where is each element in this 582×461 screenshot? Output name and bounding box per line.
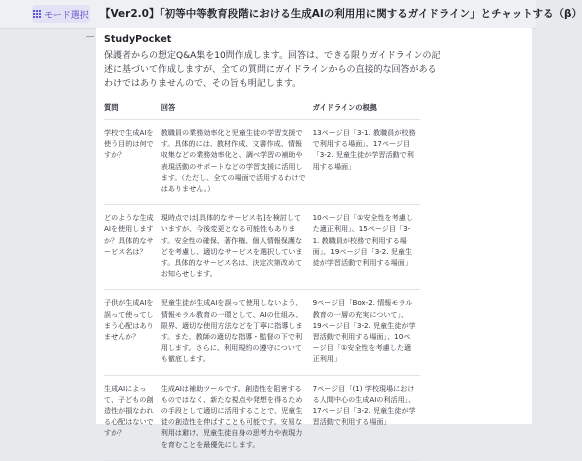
guideline-cell: 7ページ目「(1) 学校現場における人間中心の生成AIの利活用」、17ページ目「3-2. 児童生徒が学習活動で利用する場面」 bbox=[313, 375, 420, 460]
table-row bbox=[104, 375, 420, 460]
mode-select-label: モード選択 bbox=[44, 10, 89, 21]
grid-icon bbox=[33, 10, 41, 18]
qa-table bbox=[104, 99, 420, 461]
mode-select-button[interactable] bbox=[32, 5, 90, 23]
chat-message bbox=[96, 28, 532, 449]
answer-cell: 児童生徒が生成AIを誤って使用しないよう、情報モラル教育の一環として、AIの仕組み、限界、適切な使用方法などを丁寧に指導します。また、教師の適切な指導・監督の下で利用します。さらに、利用規約の遵守についても徹底します。 bbox=[161, 290, 313, 375]
answer-cell: 現時点では[具体的なサービス名]を検討していますが、今後変更となる可能性もあります。安全性の確保、著作権、個人情報保護などを考慮し、適切なサービスを選択しています。具体的なサービス名は、決定次第改めてお知らせします。 bbox=[161, 205, 313, 290]
question-cell: 生成AIによって、子どもの創造性が損なわれる心配はないですか？ bbox=[104, 375, 161, 460]
question-cell: どのような生成AIを使用しますか？具体的なサービス名は？ bbox=[104, 205, 161, 290]
header-question: 質問 bbox=[104, 99, 161, 120]
top-bar bbox=[0, 0, 582, 29]
table-row bbox=[104, 290, 420, 375]
table-row bbox=[104, 120, 420, 205]
answer-cell: 生成AIは補助ツールです。創造性を阻害するものではなく、新たな視点や発想を得るための手段として適切に活用することで、児童生徒の創造性を伸ばすことも可能です。安易な利用は避け、児童生徒自身の思考力や表現力を育むことを最優先にします。 bbox=[161, 375, 313, 460]
answer-cell: 教職員の業務効率化と児童生徒の学習支援です。具体的には、教材作成、文書作成、情報収集などの業務効率化と、調べ学習の補助や表現活動のサポートなどの学習支援に活用します。（ただし、全ての場面で活用するわけではありません。） bbox=[161, 120, 313, 205]
chat-title: 【Ver2.0】「初等中等教育段階における生成AIの利用用に関するガイドライン」とチャットする（β） bbox=[100, 8, 582, 20]
header-answer: 回答 bbox=[161, 99, 313, 120]
guideline-cell: 9ページ目「Box-2. 情報モラル教育の一層の充実について」、19ページ目「3-2. 児童生徒が学習活動で利用する場面」、10ページ目「①安全性を考慮した適正利用」 bbox=[313, 290, 420, 375]
message-sender: StudyPocket bbox=[104, 34, 172, 45]
question-cell: 子供が生成AIを誤って使ってしまう心配はありませんか？ bbox=[104, 290, 161, 375]
guideline-cell: 13ページ目「3-1. 教職員が校務で利用する場面」、17ページ目「3-2. 児童生徒が学習活動で利用する場面」 bbox=[313, 120, 420, 205]
header-guideline: ガイドラインの根拠 bbox=[313, 99, 420, 120]
table-row bbox=[104, 205, 420, 290]
question-cell: 学校で生成AIを使う目的は何ですか？ bbox=[104, 120, 161, 205]
message-divider bbox=[86, 36, 94, 37]
guideline-cell: 10ページ目「①安全性を考慮した適正利用」、15ページ目「3-1. 教職員が校務で利用する場面」、19ページ目「3-2. 児童生徒が学習活動で利用する場面」 bbox=[313, 205, 420, 290]
message-intro: 保護者からの想定Q&A集を10問作成します。回答は、できる限りガイドラインの記述に基づいて作成しますが、全ての質問にガイドラインからの直接的な回答があるわけではありませんので、その旨も明記します。 bbox=[104, 51, 441, 89]
table-header-row bbox=[104, 99, 420, 120]
